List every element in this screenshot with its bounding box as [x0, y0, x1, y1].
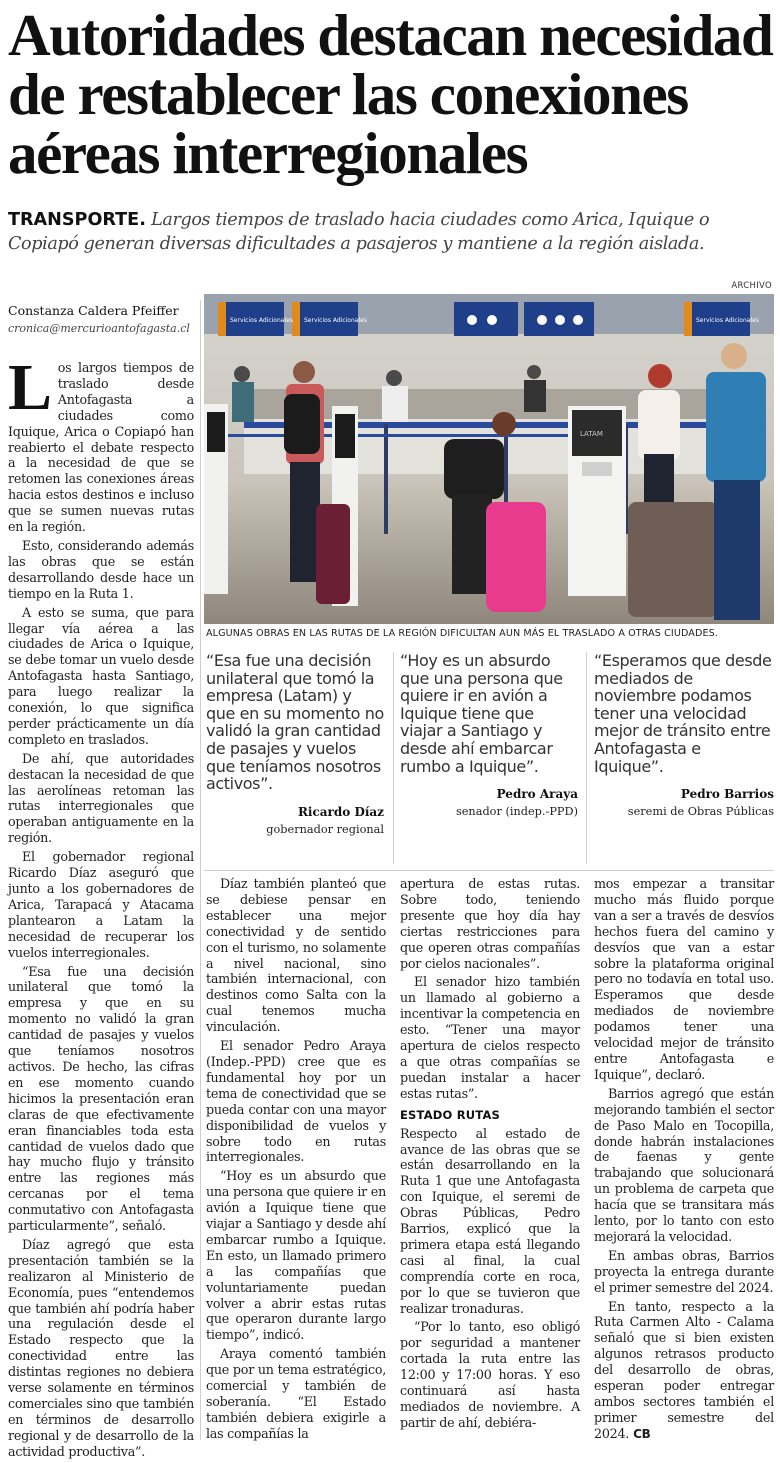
sign-text-2: Servicios Adicionales — [304, 317, 367, 324]
column-1 — [8, 351, 194, 1463]
quote-text: “Hoy es un absurdo que una persona que quiere ir en avión a Iquique tiene que viajar a Santiago y desde ahí embarcar rumbo a Iquique”. — [400, 651, 563, 776]
section-tag: TRANSPORTE. — [8, 210, 146, 230]
quote-author: Pedro Araya — [496, 787, 578, 802]
paragraph: Araya comentó también que por un tema estratégico, comercial y también de soberanía. “El Estado también debiera exigirle a las compañías la — [206, 1346, 386, 1441]
quote-text: “Esperamos que desde mediados de noviembre podamos tener una velocidad mejor de tránsito entre Antofagasta e Iquique”. — [594, 651, 772, 776]
paragraph: De ahí, que autoridades destacan la necesidad de que las aerolíneas retoman las rutas interregionales que operaban antiguamente en la región. — [8, 750, 194, 846]
paragraph: El senador hizo también un llamado al gobierno a incentivar la competencia en esto. “Tener una mayor apertura de cielos respecto a que otras compañías se puedan instalar a hacer estas rutas”. — [400, 974, 580, 1101]
sign-text-3: Servicios Adicionales — [696, 317, 759, 324]
headline-line-3: aéreas interregionales — [8, 120, 528, 186]
drop-cap: L — [8, 351, 52, 424]
quote-bottom-rule — [204, 870, 774, 871]
quote-diaz — [206, 652, 384, 836]
paragraph: En ambas obras, Barrios proyecta la entrega durante el primer semestre del 2024. — [594, 1247, 774, 1295]
sign-text-1: Servicios Adicionales — [230, 317, 293, 324]
quote-role: gobernador regional — [266, 822, 384, 836]
end-mark: CB — [633, 1426, 651, 1441]
column-3 — [400, 876, 580, 1434]
column-4 — [594, 876, 774, 1446]
airport-scene — [204, 294, 774, 624]
headline-line-1: Autoridades destacan necesidad — [8, 2, 773, 68]
quote-araya — [400, 652, 578, 818]
photo-caption: ALGUNAS OBRAS EN LAS RUTAS DE LA REGIÓN DIFICULTAN AUN MÁS EL TRASLADO A OTRAS CIUDADES. — [206, 628, 718, 639]
byline — [8, 302, 203, 338]
headline — [8, 2, 774, 186]
paragraph: El gobernador regional Ricardo Díaz aseguró que junto a los gobernadores de Arica, Tarapacá y Atacama plantearon a Latam la necesidad de recuperar los vuelos interregionales. — [8, 849, 194, 960]
paragraph-text: En tanto, respecto a la Ruta Carmen Alto - Calama señaló que si bien existen algunos retrasos producto del desarrollo de obras, esperan poder entregar ambos sectores también el primer semestre del 2024. — [594, 1298, 774, 1441]
paragraph: apertura de estas rutas. Sobre todo, teniendo presente que hoy día hay ciertas restricciones para que operen otras compañías por cielos nacionales”. — [400, 876, 580, 971]
paragraph: Esto, considerando además las obras que se están desarrollando desde hace un tiempo en la Ruta 1. — [8, 537, 194, 601]
paragraph: Barrios agregó que están mejorando también el sector de Paso Malo en Tocopilla, donde habrán instalaciones de faenas y gente trabajando que solucionará un problema de carpeta que hacía que se transitara más lento, por lo tanto con esto mejorará la velocidad. — [594, 1085, 774, 1244]
quote-role: senador (indep.-PPD) — [455, 805, 578, 819]
traveler-blue-jacket — [706, 343, 766, 620]
quote-role: seremi de Obras Públicas — [627, 805, 774, 819]
paragraph: A esto se suma, que para llegar vía aérea a las ciudades de Arica o Iquique, se debe tomar un vuelo desde Antofagasta hasta Santiago, para luego realizar la conexión, lo que significa perder prácticamente un día completo en traslados. — [8, 604, 194, 747]
paragraph — [594, 1299, 774, 1443]
column-2 — [206, 876, 386, 1445]
author-email: cronica@mercurioantofagasta.cl — [8, 322, 190, 335]
airport-checkin-photo — [204, 294, 774, 624]
brown-suitcase — [628, 502, 718, 617]
paragraph: “Por lo tanto, eso obligó por seguridad a mantener cortada la ruta entre las 12:00 y 17:00 horas. Y eso continuará así hasta mediados de noviembre. A partir de ahí, debiéra- — [400, 1319, 580, 1430]
kiosk-brand-text: LATAM — [580, 430, 603, 438]
quote-barrios — [594, 652, 774, 818]
deck — [8, 208, 778, 256]
paragraph: Díaz también planteó que se debiese pensar en establecer una mejor conectividad y de sentido con el turismo, no solamente a nivel nacional, sino también internacional, con destinos como Salta con la cual tenemos mucha vinculación. — [206, 876, 386, 1035]
quote-author: Ricardo Díaz — [297, 804, 384, 819]
pink-suitcase — [486, 502, 546, 612]
deck-text: Largos tiempos de traslado hacia ciudades como Arica, Iquique o Copiapó generan diversas dificultades a pasajeros y mantiene a la región aislada. — [8, 210, 710, 254]
lead-paragraph — [8, 351, 194, 535]
paragraph: “Hoy es un absurdo que una persona que quiere ir en avión a Iquique tiene que viajar a Santiago y desde ahí embarcar rumbo a Iquique. En esto, un llamado primero a las compañías que voluntariamente puedan volver a abrir estas rutas que operaron durante largo tiempo”, indicó. — [206, 1168, 386, 1343]
author-name: Constanza Caldera Pfeiffer — [8, 303, 179, 318]
quote-divider — [586, 652, 587, 864]
headline-line-2: de restablecer las conexiones — [8, 61, 688, 127]
quote-author: Pedro Barrios — [680, 787, 774, 802]
paragraph: mos empezar a transitar mucho más fluido porque van a ser a través de desvíos hechos fuera del camino y desvíos que van a estar sobre la plataforma original pero no todavía en total uso. Esperamos que desde mediados de noviembre podamos tener una velocidad mejor de tránsito entre Antofagasta e Iquique”, declaró. — [594, 876, 774, 1082]
column-divider — [200, 300, 201, 1440]
paragraph: “Esa fue una decisión unilateral que tomó la empresa y que en su momento no validó la gran cantidad de pasajes y vuelos que teníamos nosotros activos. De hecho, las cifras en ese momento cuando hicimos la presentación eran claras de que efectivamente eran financiables toda esta cantidad de vuelos dado que hay mucho flujo y tránsito entre las regiones más cercanas por el tema conmutativo con Antofagasta particularmente”, señaló. — [8, 963, 194, 1234]
quote-divider — [393, 652, 394, 864]
paragraph: El senador Pedro Araya (Indep.-PPD) cree que es fundamental hoy por un tema de conectividad que se pueda contar con una mayor disponibilidad de vuelos y sobre todo en rutas interregionales. — [206, 1038, 386, 1165]
photo-credit: ARCHIVO — [731, 281, 772, 291]
lead-text: os largos tiempos de traslado desde Antofagasta a ciudades como Iquique, Arica o Copiapó han reabierto el debate respecto a la necesidad de que se retomen las conexiones áreas hacia estos destinos e incluso que se sumen nuevas rutas en la región. — [8, 360, 194, 535]
paragraph: Respecto al estado de avance de las obras que se están desarrollando en la Ruta 1 que une Antofagasta con Iquique, el seremi de Obras Públicas, Pedro Barrios, explicó que la primera etapa está llegando casi al final, la cual comprendía corte en roca, por lo que se tuvieron que realizar tronaduras. — [400, 1125, 580, 1316]
paragraph: Díaz agregó que esta presentación también se la realizaron al Ministerio de Economía, pues “entendemos que también ahí podría haber una regulación desde el Estado respecto que la conectividad entre las distintas regiones no debiera verse solamente en términos comerciales sino que también en términos de desarrollo regional y de desarrollo de la actividad productiva”. — [8, 1236, 194, 1459]
maroon-suitcase — [316, 504, 350, 604]
quote-text: “Esa fue una decisión unilateral que tomó la empresa (Latam) y que en su momento no validó la gran cantidad de pasajes y vuelos que teníamos nosotros activos”. — [206, 651, 384, 794]
subhead: ESTADO RUTAS — [400, 1107, 501, 1122]
